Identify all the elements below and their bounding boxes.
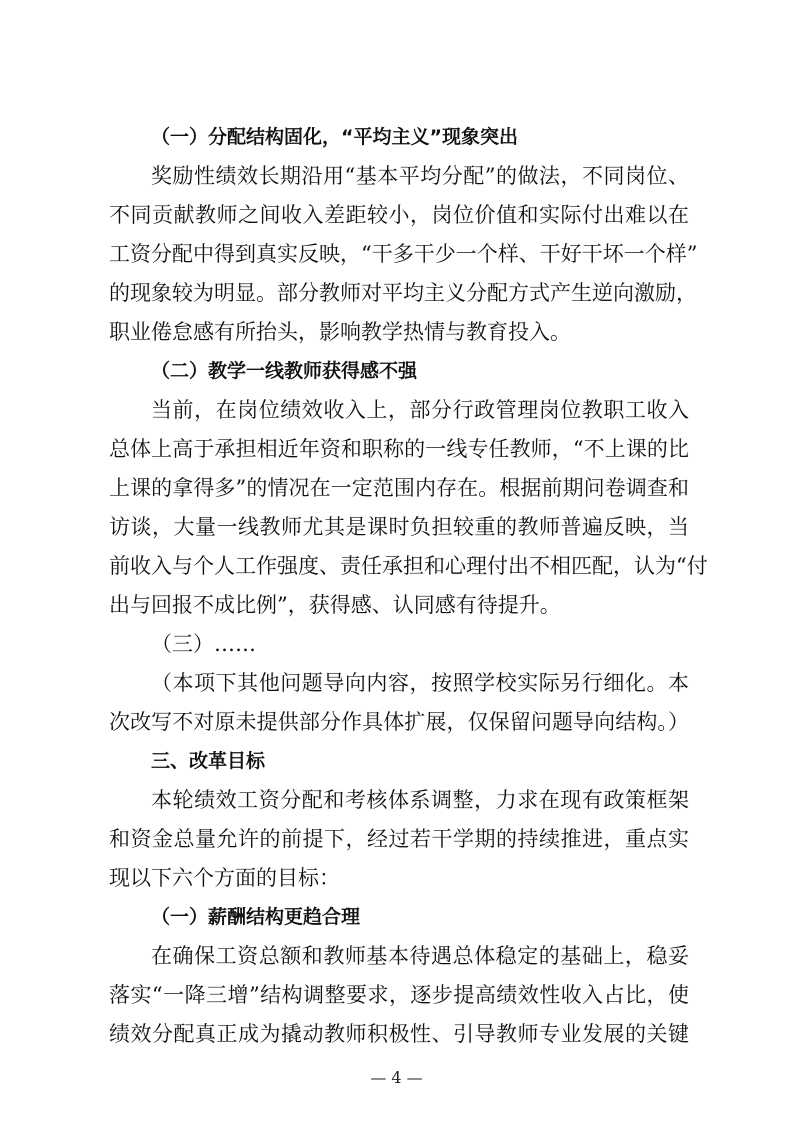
paragraph-line: 总体上高于承担相近年资和职称的一线专任教师，“不上课的比 <box>109 437 689 461</box>
paragraph-line: 现以下六个方面的目标： <box>109 866 340 890</box>
paragraph-line: 工资分配中得到真实反映，“干多干少一个样、干好干坏一个样” <box>109 242 698 266</box>
chapter-heading: 三、改革目标 <box>151 750 266 772</box>
page-number: — 4 — <box>370 1068 423 1087</box>
paragraph-line: 在确保工资总额和教师基本待遇总体稳定的基础上，稳妥 <box>151 944 689 968</box>
paragraph-line: 本轮绩效工资分配和考核体系调整，力求在现有政策框架 <box>151 788 689 812</box>
paragraph-line: 访谈，大量一线教师尤其是课时负担较重的教师普遍反映，当 <box>109 515 689 539</box>
paragraph-line: 奖励性绩效长期沿用“基本平均分配”的做法，不同岗位、 <box>151 164 689 188</box>
paragraph-line: 和资金总量允许的前提下，经过若干学期的持续推进，重点实 <box>109 827 689 851</box>
paragraph-line: 当前，在岗位绩效收入上，部分行政管理岗位教职工收入 <box>151 398 689 422</box>
paragraph-line: 不同贡献教师之间收入差距较小，岗位价值和实际付出难以在 <box>109 203 689 227</box>
paragraph-line: 绩效分配真正成为撬动教师积极性、引导教师专业发展的关键 <box>109 1022 689 1046</box>
section-heading-4: （一）薪酬结构更趋合理 <box>151 906 361 928</box>
section-heading-1: （一）分配结构固化，“平均主义”现象突出 <box>151 126 518 148</box>
paragraph-line: 出与回报不成比例”，获得感、认同感有待提升。 <box>109 593 561 617</box>
section-heading-3: （三）…… <box>151 632 256 656</box>
paragraph-line: 落实“一降三增”结构调整要求，逐步提高绩效性收入占比，使 <box>109 983 689 1007</box>
paragraph-line: 前收入与个人工作强度、责任承担和心理付出不相匹配，认为“付 <box>109 554 708 578</box>
paragraph-line: 的现象较为明显。部分教师对平均主义分配方式产生逆向激励， <box>109 281 697 305</box>
note-line: （本项下其他问题导向内容，按照学校实际另行细化。本 <box>151 671 689 695</box>
paragraph-line: 职业倦怠感有所抬头，影响教学热情与教育投入。 <box>109 320 571 344</box>
paragraph-line: 上课的拿得多”的情况在一定范围内存在。根据前期问卷调查和 <box>109 476 689 500</box>
section-heading-2: （二）教学一线教师获得感不强 <box>151 360 418 382</box>
note-line: 次改写不对原未提供部分作具体扩展，仅保留问题导向结构。） <box>109 710 689 734</box>
